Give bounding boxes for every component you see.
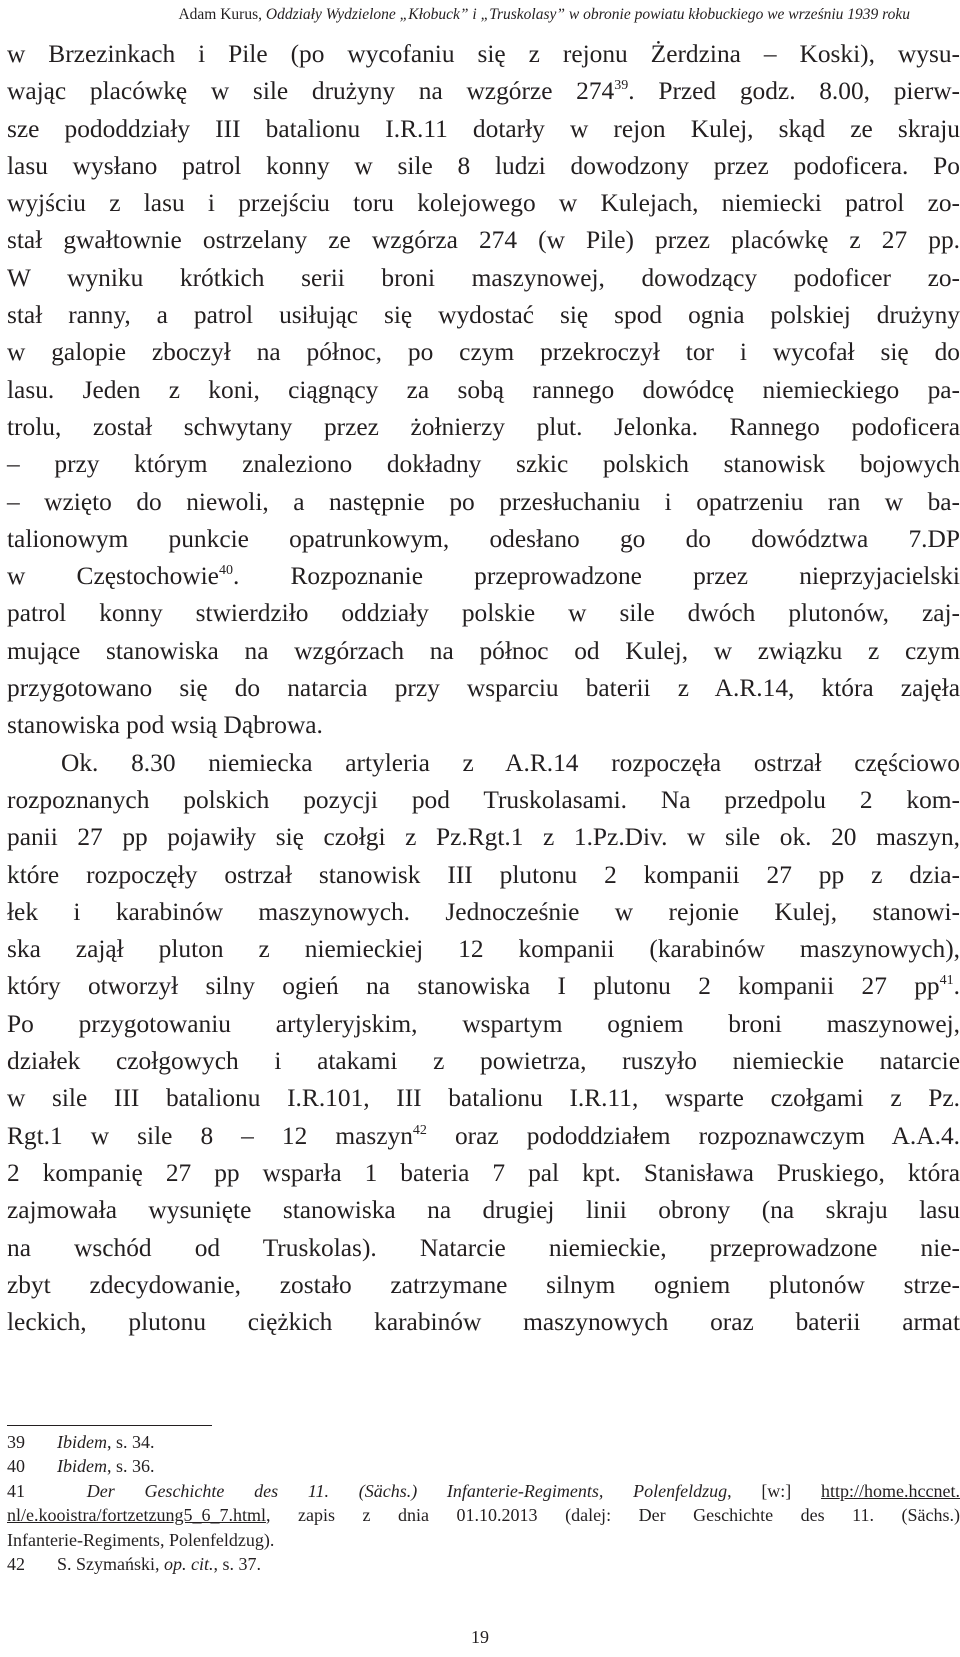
text-line: [7, 707, 960, 744]
text-line: [7, 1304, 960, 1341]
footnote-rest: , s. 36.: [106, 1456, 155, 1477]
text-line-content: – przy którym znaleziono dokładny szkic polskich stanowisk bojowych: [7, 450, 960, 479]
text-line: [7, 372, 960, 409]
text-line: [7, 595, 960, 632]
text-line: [7, 894, 960, 931]
footnote-author: S. Szymański,: [57, 1553, 165, 1574]
footnote-link[interactable]: http://home.hccnet.: [821, 1480, 960, 1501]
text-line-content: w sile III batalionu I.R.101, III batalionu I.R.11, wsparte czołgami z Pz.: [7, 1084, 960, 1113]
text-line-content: Po przygotowaniu artyleryjskim, wspartym ogniem broni maszynowej,: [7, 1009, 960, 1038]
footnote-source: op. cit.: [164, 1553, 214, 1574]
text-line: [7, 1118, 960, 1155]
text-line-content: – wzięto do niewoli, a następnie po przesłuchaniu i opatrzeniu ran w ba-: [7, 487, 960, 516]
text-line-content: na wschód od Truskolas). Natarcie niemieckie, przeprowadzone nie-: [7, 1233, 960, 1262]
footnote-rest: , s. 37.: [213, 1553, 262, 1574]
page-number: 19: [471, 1627, 489, 1647]
text-line-continuation: . Rozpoznanie przeprowadzone przez nieprzyjacielski: [232, 562, 960, 591]
text-line: [7, 857, 960, 894]
footnote-source: Ibidem: [57, 1456, 107, 1477]
text-line-content: w galopie zboczył na północ, po czym przekroczył tor i wycofał się do: [7, 338, 960, 367]
text-line: [7, 1267, 960, 1304]
text-line-content: zbyt zdecydowanie, zostało zatrzymane silnym ogniem plutonów strze-: [7, 1270, 960, 1299]
text-line-content: łek i karabinów maszynowych. Jednocześnie w rejonie Kulej, stanowi-: [7, 897, 960, 926]
footnote-41-continued-2: [7, 1528, 960, 1552]
text-line: [7, 633, 960, 670]
footnote-link[interactable]: nl/e.kooistra/fortzetzung5_6_7.html: [7, 1505, 266, 1526]
text-line-content: mujące stanowiska na wzgórzach na północ od Kulej, w związku z czym: [7, 636, 960, 665]
text-line: [7, 334, 960, 371]
text-line-content: Rgt.1 w sile 8 – 12 maszyn: [7, 1121, 413, 1150]
body-text: [7, 36, 960, 1341]
text-line: [7, 260, 960, 297]
header-title: Oddziały Wydzielone „Kłobuck” i „Truskolasy” w obronie powiatu kłobuckiego we wrześniu 1939 roku: [265, 6, 910, 23]
text-line: [7, 1155, 960, 1192]
footnote-rest: , zapis z dnia 01.10.2013 (dalej: Der Geschichte des 11. (Sächs.): [265, 1505, 960, 1526]
text-line: [7, 1192, 960, 1229]
footnote-number: 42: [7, 1553, 25, 1574]
footnote-separator: [7, 1425, 212, 1426]
running-header: [178, 6, 910, 24]
text-line-content: wyjściu z lasu i przejściu toru kolejowego w Kulejach, niemiecki patrol zo-: [7, 189, 960, 218]
footnote-reference[interactable]: 39: [614, 78, 629, 94]
footnote-reference[interactable]: 40: [218, 563, 233, 579]
text-line: [7, 1080, 960, 1117]
text-line: [7, 670, 960, 707]
text-line: [7, 1230, 960, 1267]
text-line-content: przygotowano się do natarcia przy wsparciu baterii z A.R.14, która zajęła: [7, 674, 960, 703]
text-line: [7, 185, 960, 222]
text-line-content: które rozpoczęły ostrzał stanowisk III plutonu 2 kompanii 27 pp z dzia-: [7, 860, 960, 889]
footnote-rest: , s. 34.: [106, 1432, 155, 1452]
footnotes: [7, 1430, 960, 1576]
text-line-content: W wyniku krótkich serii broni maszynowej, dowodzący podoficer zo-: [7, 263, 960, 292]
footnote-number: 39: [7, 1432, 25, 1452]
text-line: [7, 222, 960, 259]
footnote-reference[interactable]: 42: [412, 1122, 427, 1138]
footnote-reference[interactable]: 41: [939, 973, 954, 989]
footnote-41: [7, 1479, 960, 1503]
text-line-content: wając placówkę w sile drużyny na wzgórze 274: [7, 77, 615, 106]
footnote-rest: , [w:]: [727, 1480, 822, 1501]
text-line: [7, 1006, 960, 1043]
text-line-content: działek czołgowych i atakami z powietrza, ruszyło niemieckie natarcie: [7, 1047, 960, 1076]
text-line-content: lasu wysłano patrol konny w sile 8 ludzi dowodzony przez podoficera. Po: [7, 151, 960, 180]
text-line-continuation: oraz pododdziałem rozpoznawczym A.A.4.: [426, 1121, 960, 1150]
text-line-content: 2 kompanię 27 pp wsparła 1 bateria 7 pal kpt. Stanisława Pruskiego, która: [7, 1158, 960, 1187]
text-line-content: zajmowała wysunięte stanowiska na drugiej linii obrony (na skraju lasu: [7, 1196, 960, 1225]
footnote-42: [7, 1552, 960, 1576]
text-line: [7, 111, 960, 148]
text-line-content: rozpoznanych polskich pozycji pod Truskolasami. Na przedpolu 2 kom-: [7, 785, 960, 814]
text-line: [7, 446, 960, 483]
text-line: [7, 521, 960, 558]
text-line: [7, 745, 960, 782]
text-line: [7, 819, 960, 856]
text-line-content: stał gwałtownie ostrzelany ze wzgórza 274 (w Pile) przez placówkę z 27 pp.: [7, 226, 960, 255]
text-line-content: talionowym punkcie opatrunkowym, odesłano go do dowództwa 7.DP: [7, 524, 960, 553]
text-line: [7, 782, 960, 819]
text-line-content: w Częstochowie: [7, 562, 219, 591]
text-line: [7, 968, 960, 1005]
text-line-content: leckich, plutonu ciężkich karabinów maszynowych oraz baterii armat: [7, 1308, 960, 1337]
footnote-41-continued: [7, 1503, 960, 1527]
footnote-number: 41: [7, 1480, 25, 1501]
footnote-40: [7, 1454, 960, 1478]
text-line-content: lasu. Jeden z koni, ciągnący za sobą rannego dowódcę niemieckiego pa-: [7, 375, 960, 404]
text-line: [7, 931, 960, 968]
text-line: [7, 36, 960, 73]
text-line-continuation: .: [953, 972, 960, 1001]
text-line: [7, 409, 960, 446]
text-line-continuation: . Przed godz. 8.00, pierw-: [628, 77, 960, 106]
text-line: [7, 73, 960, 110]
text-line-content: panii 27 pp pojawiły się czołgi z Pz.Rgt.1 z 1.Pz.Div. w sile ok. 20 maszyn,: [7, 823, 960, 852]
text-line-content: stał ranny, a patrol usiłując się wydostać się spod ognia polskiej drużyny: [7, 301, 960, 330]
text-line-content: trolu, został schwytany przez żołnierzy plut. Jelonka. Rannego podoficera: [7, 412, 960, 441]
footnote-source: Der Geschichte des 11. (Sächs.) Infanterie-Regiments, Polenfeldzug: [86, 1480, 728, 1501]
text-line: [7, 558, 960, 595]
text-line-content: sze pododdziały III batalionu I.R.11 dotarły w rejon Kulej, skąd ze skraju: [7, 114, 960, 143]
header-author: Adam Kurus,: [178, 6, 266, 23]
footnote-rest: Infanterie-Regiments, Polenfeldzug).: [7, 1529, 275, 1550]
text-line: [7, 484, 960, 521]
text-line: [7, 148, 960, 185]
text-line-content: Ok. 8.30 niemiecka artyleria z A.R.14 rozpoczęła ostrzał częściowo: [61, 748, 960, 777]
text-line-content: stanowiska pod wsią Dąbrowa.: [7, 711, 323, 740]
footnote-source: Ibidem: [57, 1432, 107, 1452]
text-line: [7, 297, 960, 334]
text-line-content: ska zajął pluton z niemieckiej 12 kompanii (karabinów maszynowych),: [7, 935, 960, 964]
text-line: [7, 1043, 960, 1080]
text-line-content: w Brzezinkach i Pile (po wycofaniu się z rejonu Żerdzina – Koski), wysu-: [7, 40, 960, 68]
footnote-39: [7, 1430, 960, 1454]
footnote-number: 40: [7, 1456, 25, 1477]
text-line-content: patrol konny stwierdziło oddziały polskie w sile dwóch plutonów, zaj-: [7, 599, 960, 628]
text-line-content: który otworzył silny ogień na stanowiska I plutonu 2 kompanii 27 pp: [7, 972, 940, 1001]
